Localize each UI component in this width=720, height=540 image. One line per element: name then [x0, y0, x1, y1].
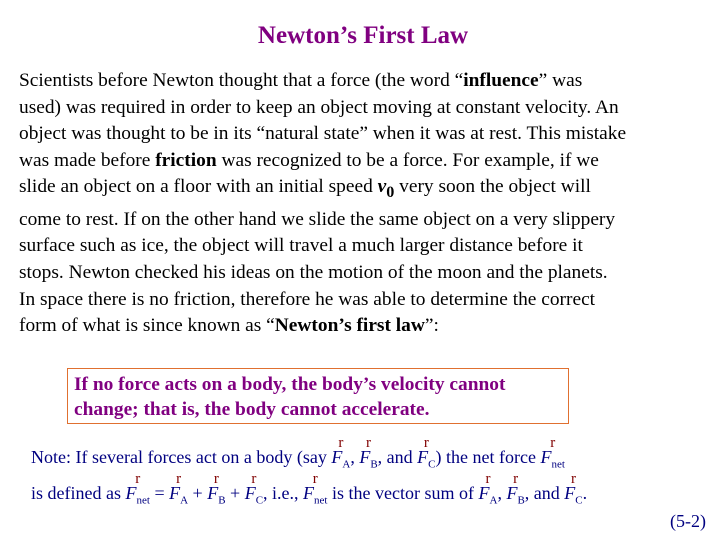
paragraph-line-1: Scientists before Newton thought that a force (the word “influence” was: [19, 70, 583, 91]
note-line-1: Note: If several forces act on a body (say r $F_A$, r $F_B$, and r $F_C$) the net force r $F_{net}$: [31, 446, 565, 476]
vector-f-b: r $F_B$: [359, 447, 377, 467]
law-line-1: If no force acts on a body, the body’s velocity cannot: [74, 374, 506, 395]
vector-f-net: r $F_{net}$: [540, 447, 564, 467]
paragraph-line-4: was made before friction was recognized to be a force. For example, if we: [19, 149, 599, 171]
initial-speed-symbol: v: [377, 176, 387, 198]
equation-f-b: r $F_B$: [207, 483, 225, 503]
sum-f-a: r $F_A$: [478, 483, 497, 503]
paragraph-line-2: used) was required in order to keep an object moving at constant velocity. An: [19, 96, 619, 118]
slide-number: (5-2): [670, 511, 706, 531]
paragraph-line-5: slide an object on a floor with an initial speed $v_0$ very soon the object will: [19, 176, 591, 202]
equation-f-a: r $F_A$: [169, 483, 188, 503]
equation-f-c: r $F_C$: [245, 483, 263, 503]
vector-f-c: r $F_C$: [417, 447, 435, 467]
paragraph-line-10: form of what is since known as “Newton’s first law”:: [19, 315, 439, 337]
slide-title: Newton’s First Law: [257, 22, 469, 49]
equation-f-net: r $F_{net}$: [125, 483, 149, 503]
term-influence: influence: [463, 70, 539, 91]
paragraph-line-7: surface such as ice, the object will travel a much larger distance before it: [19, 235, 583, 257]
paragraph-line-6: come to rest. If on the other hand we slide the same object on a very slippery: [19, 208, 616, 230]
note-line-2: is defined as r $F_{net} = r$ $F_A + r$ $F_B + r$ $F_C$, i.e., r $F_{net}$ is the vector sum of r $F_A$, r $F_B$, and r $F_C$.: [31, 482, 587, 512]
paragraph-line-8: stops. Newton checked his ideas on the motion of the moon and the planets.: [19, 262, 608, 284]
term-friction: friction: [155, 149, 217, 171]
term-newtons-first-law: Newton’s first law: [274, 315, 425, 337]
law-line-2: change; that is, the body cannot accelerate.: [74, 399, 430, 420]
sum-f-b: r $F_B$: [506, 483, 524, 503]
sum-f-c: r $F_C$: [564, 483, 582, 503]
paragraph-line-3: object was thought to be in its “natural state” when it was at rest. This mistake: [19, 123, 627, 145]
paragraph: [19, 68, 719, 340]
first-law-statement-box: [67, 368, 569, 424]
vector-f-a: r $F_A$: [331, 447, 350, 467]
paragraph-line-9: In space there is no friction, therefore he was able to determine the correct: [19, 288, 596, 310]
ie-f-net: r $F_{net}$: [303, 483, 327, 503]
